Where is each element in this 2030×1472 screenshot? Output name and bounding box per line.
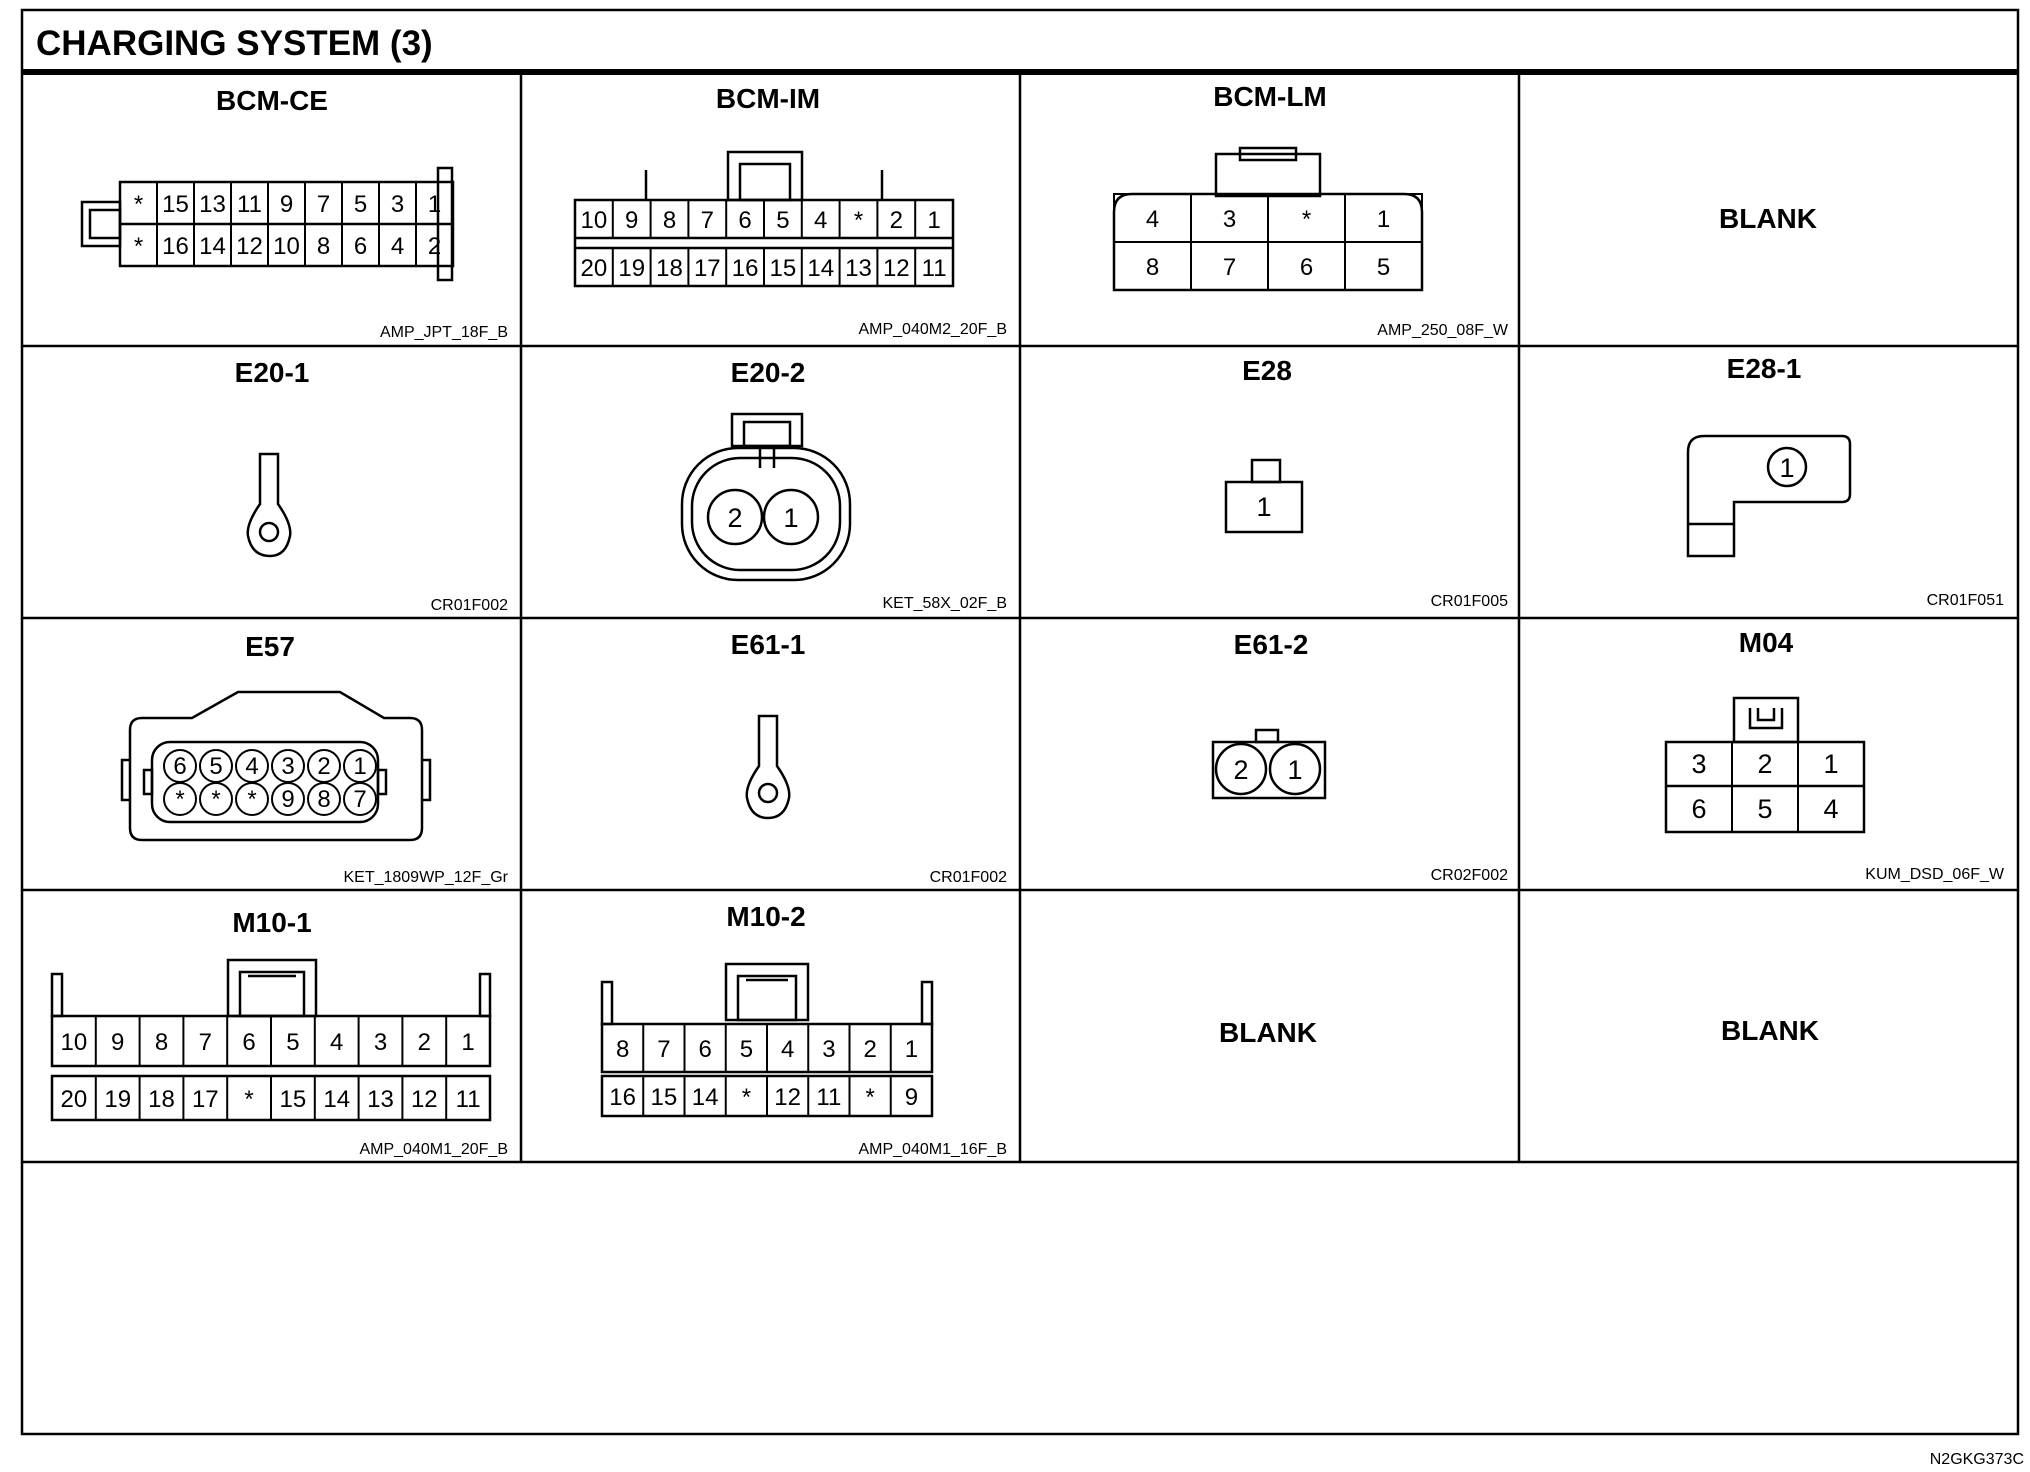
connector-name: E20-1 bbox=[234, 357, 310, 388]
pin: 7 bbox=[657, 1036, 671, 1063]
pin: 6 bbox=[353, 233, 368, 260]
connector-code: AMP_250_08F_W bbox=[1377, 322, 1508, 339]
pin: 4 bbox=[814, 207, 828, 234]
pin: 16 bbox=[731, 255, 759, 282]
pin: 15 bbox=[650, 1084, 678, 1111]
pin: 2 bbox=[1757, 749, 1773, 779]
pin: 1 bbox=[1779, 453, 1795, 483]
pin: 5 bbox=[353, 191, 368, 218]
connector-bcm-ce bbox=[82, 85, 508, 341]
pin: 4 bbox=[1823, 794, 1839, 824]
connector-name: E28-1 bbox=[1726, 353, 1802, 384]
pin: 3 bbox=[1222, 206, 1237, 233]
blank-label: BLANK bbox=[1219, 1017, 1317, 1048]
pin: 19 bbox=[104, 1086, 132, 1113]
pin: 20 bbox=[60, 1086, 88, 1113]
pin: 5 bbox=[1757, 794, 1773, 824]
pin: 6 bbox=[738, 207, 752, 234]
pin: 13 bbox=[199, 191, 226, 218]
pin: 3 bbox=[1691, 749, 1707, 779]
connector-name: M10-1 bbox=[232, 907, 312, 938]
pin-unused: * bbox=[865, 1084, 875, 1111]
pin: 14 bbox=[323, 1086, 351, 1113]
connector-name: BCM-IM bbox=[715, 83, 821, 114]
pin: 12 bbox=[882, 255, 910, 282]
pin: 13 bbox=[845, 255, 872, 282]
pin: 18 bbox=[656, 255, 683, 282]
connector-name: M04 bbox=[1738, 627, 1794, 658]
pin: 8 bbox=[1145, 254, 1160, 281]
pin: 1 bbox=[927, 207, 941, 234]
pin: 13 bbox=[367, 1086, 394, 1113]
pin: 6 bbox=[1299, 254, 1314, 281]
pin: 11 bbox=[237, 191, 262, 218]
pin-unused: * bbox=[741, 1084, 752, 1111]
pin-unused: * bbox=[244, 1086, 254, 1113]
pin: 7 bbox=[700, 207, 714, 234]
pin: 7 bbox=[198, 1029, 212, 1056]
pin-unused: * bbox=[133, 191, 144, 218]
pin: 8 bbox=[662, 207, 677, 234]
pin: 11 bbox=[921, 255, 947, 282]
pin: 20 bbox=[580, 255, 608, 282]
page-title: CHARGING SYSTEM (3) bbox=[36, 24, 433, 63]
pin: 10 bbox=[60, 1029, 88, 1056]
pin: 1 bbox=[1376, 206, 1391, 233]
pin: 3 bbox=[281, 753, 295, 780]
pin: 14 bbox=[807, 255, 835, 282]
pin: 12 bbox=[410, 1086, 438, 1113]
pin: 4 bbox=[245, 753, 259, 780]
pin: 8 bbox=[316, 233, 331, 260]
pin: 17 bbox=[693, 255, 721, 282]
pin: 6 bbox=[173, 753, 187, 780]
pin: 4 bbox=[780, 1036, 795, 1063]
pin: 8 bbox=[317, 786, 331, 813]
pin: 6 bbox=[1691, 794, 1707, 824]
connector-code: AMP_040M2_20F_B bbox=[858, 321, 1007, 338]
pin: 5 bbox=[286, 1029, 300, 1056]
pin: 9 bbox=[625, 207, 639, 234]
pin: 18 bbox=[148, 1086, 175, 1113]
pin-unused: * bbox=[133, 233, 144, 260]
pin-unused: * bbox=[211, 786, 221, 813]
connector-code: KET_58X_02F_B bbox=[882, 595, 1007, 612]
pin: 8 bbox=[154, 1029, 169, 1056]
blank-label: BLANK bbox=[1721, 1015, 1819, 1046]
connector-code: CR01F002 bbox=[929, 869, 1007, 886]
pin: 2 bbox=[417, 1029, 431, 1056]
pin: 12 bbox=[774, 1084, 801, 1111]
connector-code: AMP_JPT_18F_B bbox=[379, 324, 508, 341]
pin: 9 bbox=[279, 191, 294, 218]
connector-name: M10-2 bbox=[726, 901, 806, 932]
pin: 7 bbox=[316, 191, 331, 218]
pin: 1 bbox=[353, 753, 367, 780]
pin: 15 bbox=[162, 191, 189, 218]
pin: 2 bbox=[427, 233, 442, 260]
connector-e28-1 bbox=[1688, 353, 2004, 609]
pin: 6 bbox=[242, 1029, 256, 1056]
pin: 16 bbox=[609, 1084, 636, 1111]
connector-code: AMP_040M1_20F_B bbox=[359, 1141, 508, 1158]
pin: 9 bbox=[904, 1084, 919, 1111]
pin: 2 bbox=[727, 503, 743, 533]
pin: 1 bbox=[427, 191, 442, 218]
drawing-code: N2GKG373C bbox=[1929, 1451, 2024, 1468]
pin: 1 bbox=[1287, 755, 1303, 785]
pin: 3 bbox=[822, 1036, 836, 1063]
connector-e57 bbox=[122, 631, 509, 886]
pin: 16 bbox=[162, 233, 189, 260]
pin: 4 bbox=[390, 233, 405, 260]
connector-name: E57 bbox=[245, 631, 295, 662]
pin: 5 bbox=[209, 753, 223, 780]
pin: 2 bbox=[863, 1036, 877, 1063]
pin: 6 bbox=[698, 1036, 712, 1063]
pin: 4 bbox=[330, 1029, 344, 1056]
pin: 2 bbox=[1233, 755, 1249, 785]
pin: 1 bbox=[1256, 492, 1272, 522]
connector-code: AMP_040M1_16F_B bbox=[858, 1141, 1007, 1158]
pin: 19 bbox=[618, 255, 646, 282]
connector-e20-2 bbox=[682, 357, 1007, 612]
pin: 15 bbox=[769, 255, 797, 282]
pin-unused: * bbox=[853, 207, 864, 234]
connector-code: CR01F005 bbox=[1430, 593, 1508, 610]
pin: 11 bbox=[455, 1086, 481, 1113]
pin: 5 bbox=[739, 1036, 754, 1063]
pin: 3 bbox=[373, 1029, 388, 1056]
pin-unused: * bbox=[247, 786, 257, 813]
connector-code: CR01F002 bbox=[430, 597, 508, 614]
connector-bcm-lm bbox=[1114, 81, 1509, 339]
pin: 14 bbox=[691, 1084, 719, 1111]
connector-code: CR01F051 bbox=[1926, 592, 2004, 609]
pin: 10 bbox=[273, 233, 300, 260]
pin: 5 bbox=[1376, 254, 1391, 281]
pin: 1 bbox=[783, 503, 799, 533]
pin: 9 bbox=[281, 786, 295, 813]
pin: 3 bbox=[390, 191, 405, 218]
pin-unused: * bbox=[175, 786, 185, 813]
pin: 17 bbox=[191, 1086, 219, 1113]
connector-name: BCM-LM bbox=[1213, 81, 1327, 112]
connector-name: E28 bbox=[1242, 355, 1292, 386]
blank-label: BLANK bbox=[1719, 203, 1817, 234]
connector-m10-1 bbox=[52, 907, 508, 1158]
connector-name: E20-2 bbox=[730, 357, 806, 388]
pin: 1 bbox=[1823, 749, 1839, 779]
connector-code: KET_1809WP_12F_Gr bbox=[343, 869, 508, 886]
pin: 12 bbox=[236, 233, 263, 260]
connector-code: KUM_DSD_06F_W bbox=[1865, 866, 2004, 883]
pin: 15 bbox=[279, 1086, 307, 1113]
connector-name: BCM-CE bbox=[216, 85, 328, 116]
connector-e61-1 bbox=[731, 629, 1007, 886]
connector-m04 bbox=[1666, 627, 2005, 883]
pin: 7 bbox=[1222, 254, 1237, 281]
pin: 2 bbox=[889, 207, 903, 234]
connector-e28 bbox=[1226, 355, 1508, 610]
pin: 5 bbox=[776, 207, 790, 234]
connector-name: E61-2 bbox=[1233, 629, 1309, 660]
connector-e20-1 bbox=[235, 357, 508, 614]
pin: 10 bbox=[580, 207, 608, 234]
connector-e61-2 bbox=[1213, 629, 1508, 884]
pin: 4 bbox=[1145, 206, 1160, 233]
pin: 8 bbox=[615, 1036, 630, 1063]
pin: 1 bbox=[461, 1029, 475, 1056]
pin: 9 bbox=[111, 1029, 125, 1056]
pin: 2 bbox=[317, 753, 331, 780]
connector-code: CR02F002 bbox=[1430, 867, 1508, 884]
pin: 1 bbox=[904, 1036, 919, 1063]
connector-m10-2 bbox=[602, 901, 1007, 1158]
pin: 11 bbox=[816, 1084, 842, 1111]
connector-bcm-im bbox=[575, 83, 1007, 338]
pin-unused: * bbox=[1301, 206, 1312, 233]
pin: 7 bbox=[353, 786, 367, 813]
connector-name: E61-1 bbox=[730, 629, 806, 660]
pin: 14 bbox=[199, 233, 226, 260]
